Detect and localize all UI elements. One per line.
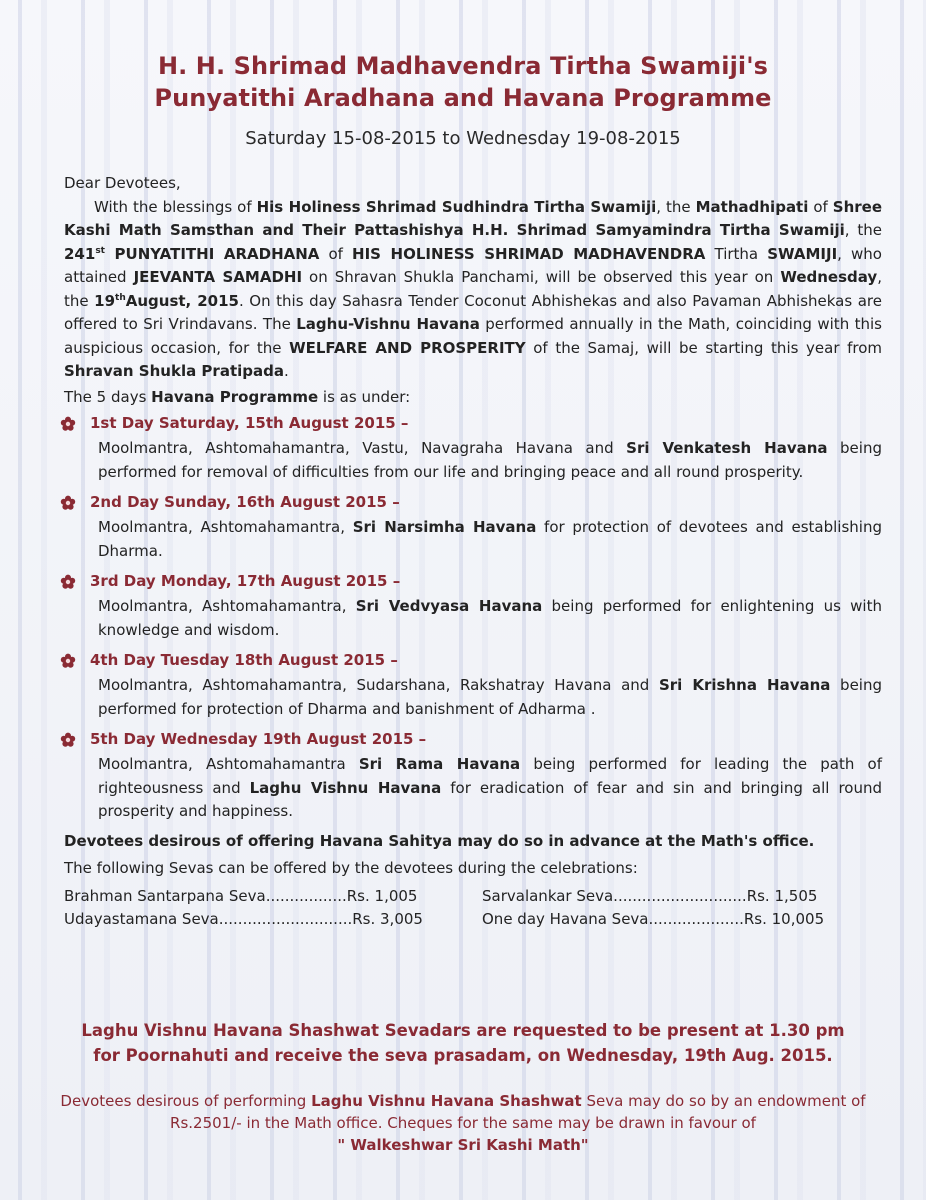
intro-bold — [64, 245, 319, 263]
day-label: 3rd Day Monday, 17th August 2015 – — [90, 572, 401, 591]
lead-text: is as under: — [318, 387, 411, 406]
date-suffix: th — [115, 292, 126, 303]
desc-bold: Sri Vedvyasa Havana — [355, 597, 543, 615]
salutation: Dear Devotees, — [64, 174, 181, 192]
day-heading — [60, 569, 882, 595]
intro-text: , the — [844, 221, 882, 239]
desc-bold: Sri Krishna Havana — [658, 676, 831, 694]
intro-bold — [94, 292, 239, 310]
day-description — [98, 674, 882, 721]
intro-bold: Laghu-Vishnu Havana — [296, 315, 480, 333]
desc-text: Moolmantra, Ashtomahamantra, — [98, 518, 353, 536]
sevadar-notice — [0, 1018, 926, 1068]
desc-text: for eradication of fear and sin and bringing all round prosperity and happiness. — [98, 778, 883, 820]
sevas-lead: The following Sevas can be offered by the devotees during the celebrations: — [64, 859, 638, 877]
intro-bold-text: August, 2015 — [125, 291, 239, 310]
day-description — [98, 516, 882, 563]
title-line-2: Punyatithi Aradhana and Havana Programme — [154, 84, 772, 112]
desc-text: for protection of devotees and establishing Dharma. — [98, 518, 882, 560]
intro-bold: WELFARE AND PROSPERITY — [289, 338, 526, 357]
sevadar-notice-line-2: for Poornahuti and receive the seva prasadam, on Wednesday, 19th Aug. 2015. — [93, 1046, 833, 1065]
seva-item: Brahman Santarpana Seva.................Rs. 1,005 — [64, 886, 418, 905]
desc-text: Moolmantra, Ashtomahamantra, Sudarshana, Rakshatray Havana and — [98, 676, 659, 694]
lead-bold: Havana Programme — [151, 387, 319, 406]
day-heading — [60, 648, 882, 674]
intro-text: . On this day Sahasra Tender Coconut Abhishekas and also Pavaman Abhishekas are offered to Sri Vrindavans. The — [64, 291, 882, 333]
day-2 — [64, 490, 882, 563]
intro-text: , who attained — [64, 244, 882, 286]
intro-bold-text: PUNYATITHI ARADHANA — [104, 244, 320, 263]
intro-text: Tirtha — [705, 244, 768, 263]
seva-item: Sarvalankar Seva............................Rs. 1,505 — [482, 886, 818, 905]
day-heading — [60, 727, 882, 753]
intro-text: . — [283, 362, 289, 380]
intro-text: of the Samaj, will be starting this year from — [525, 338, 883, 357]
intro-text: on Shravan Shukla Panchami, will be observed this year on — [302, 268, 781, 286]
intro-bold: SWAMIJI — [767, 244, 838, 263]
day-label: 1st Day Saturday, 15th August 2015 – — [90, 414, 409, 433]
intro-bold: Shravan Shukla Pratipada — [64, 362, 284, 380]
desc-text: being performed for enlightening us with knowledge and wisdom. — [98, 597, 882, 639]
day-1 — [64, 411, 882, 484]
flower-icon — [60, 732, 76, 748]
date-number: 19 — [94, 291, 116, 310]
day-description — [98, 437, 882, 484]
day-description — [98, 753, 882, 824]
intro-text: , the — [656, 197, 696, 216]
ordinal-number: 241 — [64, 244, 96, 263]
intro-text: of — [808, 197, 833, 216]
seva-item: Udayastamana Seva............................Rs. 3,005 — [64, 910, 423, 928]
ordinal-suffix: st — [95, 245, 105, 256]
page-title — [0, 50, 926, 114]
endowment-bold: Laghu Vishnu Havana Shashwat — [311, 1092, 582, 1110]
programme-lead — [64, 386, 882, 410]
desc-text: Moolmantra, Ashtomahamantra, — [98, 597, 356, 615]
programme-dates: Saturday 15-08-2015 to Wednesday 19-08-2015 — [245, 128, 681, 149]
seva-item: One day Havana Seva....................Rs. 10,005 — [482, 910, 825, 928]
day-5 — [64, 727, 882, 824]
day-label: 5th Day Wednesday 19th August 2015 – — [90, 730, 427, 749]
desc-text: being performed for leading the path of righteousness and — [98, 755, 883, 797]
seva-list — [64, 885, 882, 932]
desc-text: being performed for removal of difficulties from our life and bringing peace and all round prosperity. — [98, 439, 882, 481]
lead-text: The 5 days — [64, 387, 152, 406]
desc-text: Moolmantra, Ashtomahamantra, Vastu, Navagraha Havana and — [98, 439, 627, 457]
desc-bold: Sri Rama Havana — [358, 755, 521, 773]
intro-text: With the blessings of — [94, 197, 257, 216]
intro-paragraph — [64, 196, 882, 384]
desc-bold: Sri Narsimha Havana — [352, 518, 537, 536]
endowment-text: Devotees desirous of performing — [60, 1092, 312, 1110]
intro-bold: Shree Kashi Math Samsthan and Their Pattashishya H.H. Shrimad Samyamindra Tirtha Swamiji — [64, 197, 883, 239]
desc-text: Moolmantra, Ashtomahamantra — [98, 755, 359, 773]
intro-bold: JEEVANTA SAMADHI — [133, 268, 303, 286]
intro-text: of — [319, 244, 353, 263]
day-4 — [64, 648, 882, 721]
day-label: 4th Day Tuesday 18th August 2015 – — [90, 651, 398, 670]
title-line-1: H. H. Shrimad Madhavendra Tirtha Swamiji's — [157, 52, 769, 80]
day-label: 2nd Day Sunday, 16th August 2015 – — [90, 493, 400, 512]
intro-text: performed annually in the Math, coinciding with this auspicious occasion, for the — [64, 315, 882, 357]
day-heading — [60, 490, 882, 516]
desc-text: being performed for protection of Dharma and banishment of Adharma . — [98, 676, 882, 718]
payee-name: " Walkeshwar Sri Kashi Math" — [337, 1136, 589, 1154]
desc-bold: Sri Venkatesh Havana — [626, 439, 828, 457]
desc-bold: Laghu Vishnu Havana — [249, 778, 442, 797]
day-3 — [64, 569, 882, 642]
intro-bold: Mathadhipati — [695, 197, 809, 216]
intro-bold: HIS HOLINESS SHRIMAD MADHAVENDRA — [352, 244, 706, 263]
day-heading — [60, 411, 882, 437]
endowment-notice — [40, 1090, 886, 1156]
endowment-text: Seva may do so by an endowment of Rs.2501/- in the Math office. Cheques for the same may be drawn in favour of — [170, 1092, 866, 1132]
flower-icon — [60, 495, 76, 511]
sevadar-notice-line-1: Laghu Vishnu Havana Shashwat Sevadars are requested to be present at 1.30 pm — [81, 1021, 845, 1040]
letter-body — [64, 172, 882, 932]
day-description — [98, 595, 882, 642]
flower-icon — [60, 574, 76, 590]
intro-bold: His Holiness Shrimad Sudhindra Tirtha Swamiji — [256, 197, 657, 216]
flower-icon — [60, 653, 76, 669]
intro-bold: Wednesday — [780, 268, 878, 286]
flower-icon — [60, 416, 76, 432]
intro-text: , the — [64, 268, 882, 310]
havana-sahitya-note: Devotees desirous of offering Havana Sahitya may do so in advance at the Math's office. — [64, 831, 815, 850]
